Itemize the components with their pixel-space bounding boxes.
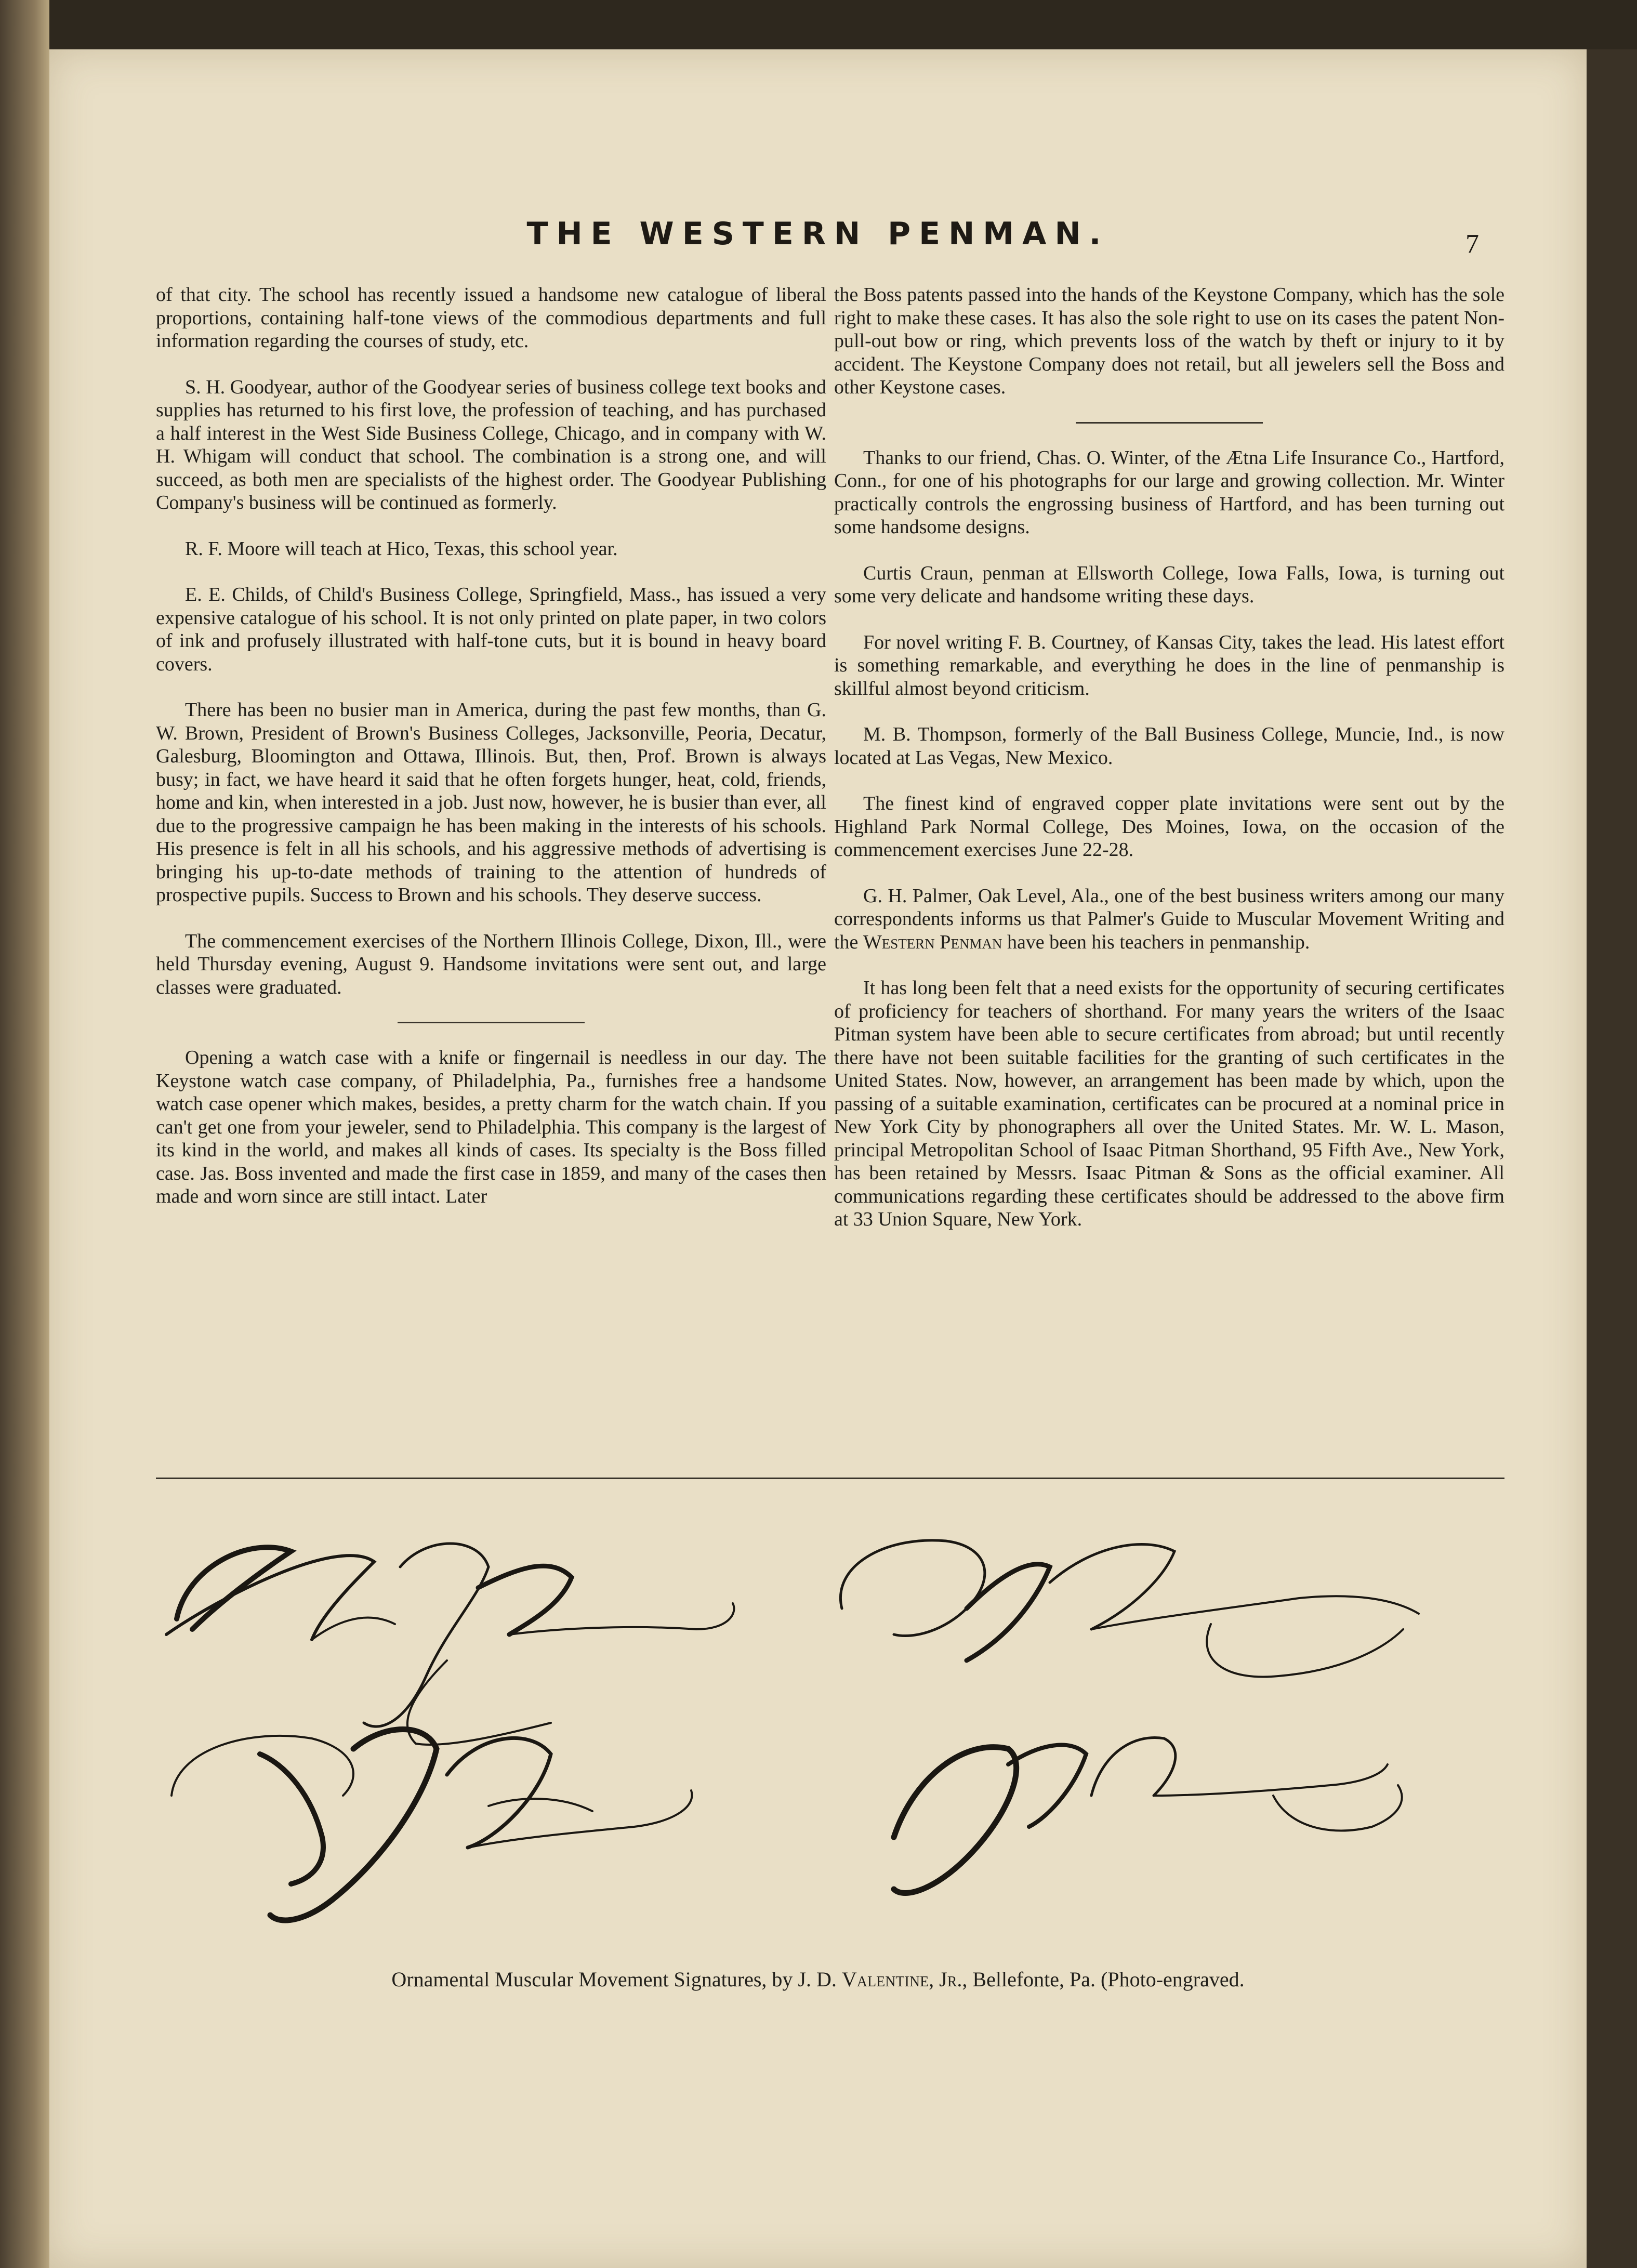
article-paragraph: Opening a watch case with a knife or fingernail is needless in our day. The Keystone watch case company, of Philadelphia, Pa., furnishes free a handsome watch case opener which makes, besides, a pretty charm for the watch chain. If you can't get one from your jeweler, send to Philadelphia. This company is the largest of its kind in the world, and makes all kinds of cases. Its specialty is the Boss filled case. Jas. Boss invented and made the first case in 1859, and many of the cases then made and worn since are still intact. Later (156, 1047, 826, 1207)
article-paragraph: Thanks to our friend, Chas. O. Winter, of the Ætna Life Insurance Co., Hartford, Conn., for one of his photographs for our large and growing collection. Mr. Winter practically controls the engrossing business of Hartford, and has been turning out some handsome designs. (834, 446, 1504, 538)
caption-author: Valentine, Jr., (841, 1968, 968, 1991)
article-paragraph-palmer (834, 885, 1504, 954)
signature-amis (171, 1730, 692, 1921)
article-paragraph: of that city. The school has recently issued a handsome new catalogue of liberal proportions, containing half-tone views of the commodious departments and full information regarding the courses of study, etc. (156, 284, 826, 352)
article-paragraph: For novel writing F. B. Courtney, of Kansas City, takes the lead. His latest effort is something remarkable, and everything he does in the line of penmanship is skillful almost beyond criticism. (834, 631, 1504, 700)
article-paragraph: the Boss patents passed into the hands of the Keystone Company, which has the sole right to make these cases. It has also the sole right to use on its cases the patent Non-pull-out bow or ring, which prevents loss of the watch by theft or injury to it by accident. The Keystone Company does not retail, but all jewelers sell the Boss and other Keystone cases. (834, 284, 1504, 398)
signature-carson (840, 1540, 1419, 1677)
signature-caton (894, 1737, 1402, 1893)
right-column (834, 283, 1504, 1254)
scan-background (49, 0, 1637, 49)
palmer-text-end: have been his teachers in penmanship. (1007, 931, 1310, 953)
article-paragraph: S. H. Goodyear, author of the Goodyear series of business college text books and supplies has returned to his first love, the profession of teaching, and has purchased a half interest in the West Side Business College, Chicago, and in company with W. H. Whigam will conduct that school. The combination is a strong one, and will succeed, as both men are specialists of the highest order. The Goodyear Publishing Company's business will be continued as formerly. (156, 376, 826, 513)
section-divider (1076, 422, 1263, 424)
palmer-text: G. H. Palmer, Oak Level, Ala., one of the best business writers among our many correspondents informs us that Palmer's Guide to Muscular Movement Writing and the (834, 885, 1504, 953)
caption-text: Ornamental Muscular Movement Signatures, by J. D. (391, 1968, 837, 1991)
article-paragraph: M. B. Thompson, formerly of the Ball Business College, Muncie, Ind., is now located at Las Vegas, New Mexico. (834, 723, 1504, 769)
signature-hargis (166, 1544, 734, 1745)
article-paragraph: The commencement exercises of the Northern Illinois College, Dixon, Ill., were held Thursday evening, August 9. Handsome invitations were sent out, and large classes were graduated. (156, 930, 826, 998)
magazine-page (49, 49, 1587, 2268)
article-paragraph: There has been no busier man in America, during the past few months, than G. W. Brown, President of Brown's Business Colleges, Jacksonville, Peoria, Decatur, Galesburg, Bloomington and Ottawa, Illinois. But, then, Prof. Brown is always busy; in fact, we have heard it said that he often forgets hunger, heat, cold, friends, home and kin, when interested in a job. Just now, however, he is busier than ever, all due to the progressive campaign he has been making in the interests of his schools. His presence is felt in all his schools, and his aggressive methods of advertising is bringing his up-to-date methods of training to the attention of hundreds of prospective pupils. Success to Brown and his schools. They deserve success. (156, 699, 826, 906)
ornamental-signatures (156, 1505, 1504, 1962)
caption-text-end: Bellefonte, Pa. (Photo-engraved. (972, 1968, 1245, 1991)
horizontal-rule (156, 1478, 1504, 1479)
page-number: 7 (1466, 229, 1479, 259)
article-paragraph: The finest kind of engraved copper plate invitations were sent out by the Highland Park Normal College, Des Moines, Iowa, on the occasion of the commencement exercises June 22-28. (834, 793, 1504, 861)
journal-name: Western Penman (863, 931, 1002, 953)
article-paragraph: It has long been felt that a need exists for the opportunity of securing certificates of proficiency for teachers of shorthand. For many years the writers of the Isaac Pitman system have been able to secure certificates from abroad; but until recently there have not been suitable facilities for the granting of such certificates in the United States. Now, however, an arrangement has been made by which, upon the passing of a suitable examination, certificates can be procured at a nominal price in New York City by phonographers all over the United States. Mr. W. L. Mason, principal Metropolitan School of Isaac Pitman Shorthand, 95 Fifth Ave., New York, has been retained by Messrs. Isaac Pitman & Sons as the official examiner. All communications regarding these certificates should be addressed to the above firm at 33 Union Square, New York. (834, 977, 1504, 1230)
signatures-caption (49, 1967, 1587, 1992)
book-gutter (0, 0, 49, 2268)
section-divider (398, 1022, 585, 1023)
article-paragraph: Curtis Craun, penman at Ellsworth College, Iowa Falls, Iowa, is turning out some very delicate and handsome writing these days. (834, 562, 1504, 607)
left-column (156, 283, 826, 1231)
article-paragraph: E. E. Childs, of Child's Business College, Springfield, Mass., has issued a very expensive catalogue of his school. It is not only printed on plate paper, in two colors of ink and profusely illustrated with half-tone cuts, but it is bound in heavy board covers. (156, 584, 826, 675)
article-paragraph: R. F. Moore will teach at Hico, Texas, this school year. (185, 537, 618, 560)
masthead: THE WESTERN PENMAN. (526, 216, 1110, 252)
